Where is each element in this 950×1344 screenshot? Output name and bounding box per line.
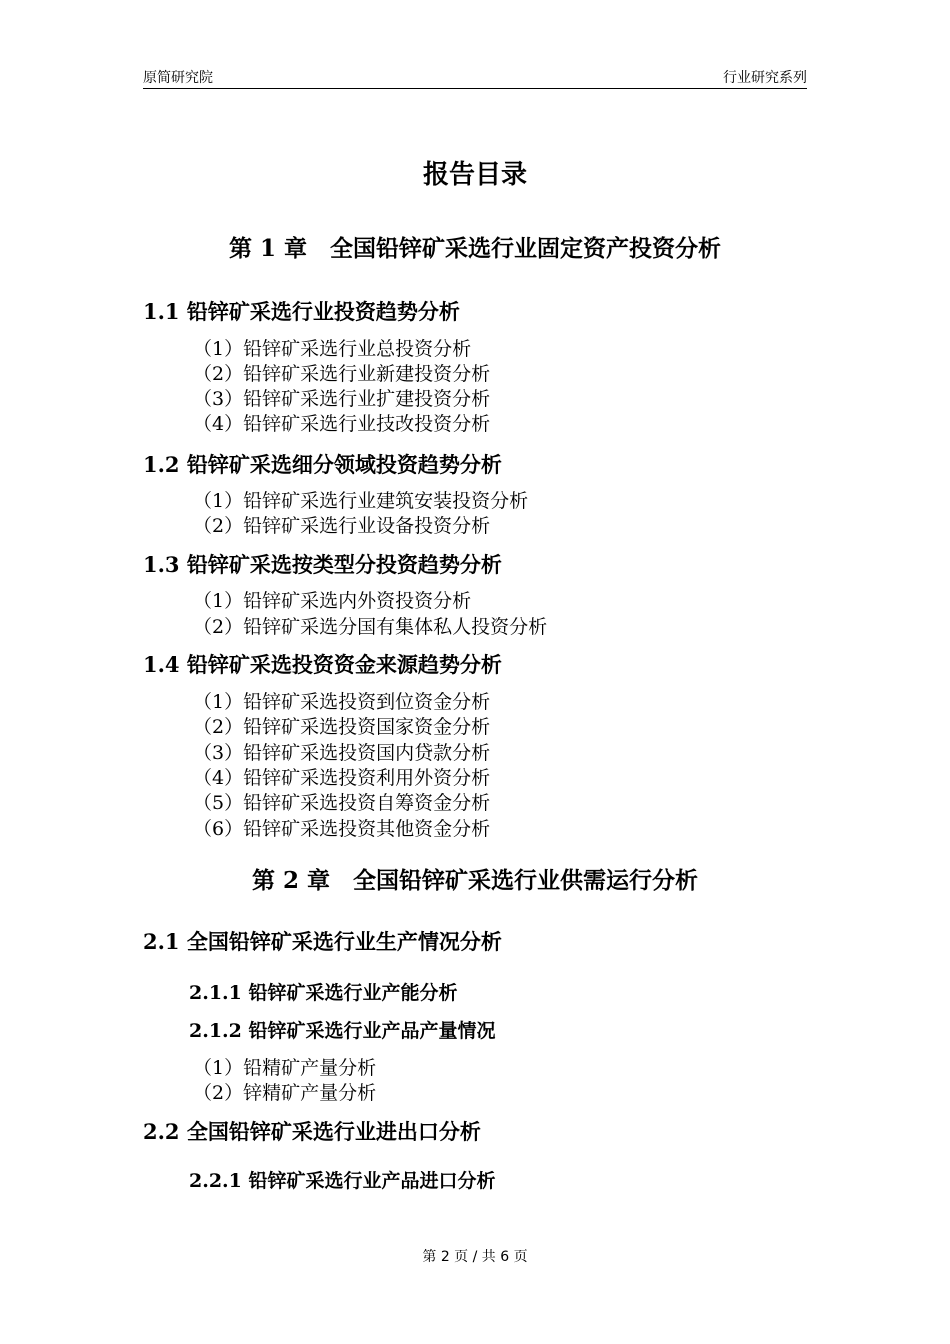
toc-item: （1）铅锌矿采选内外资投资分析	[193, 590, 472, 612]
page-number-footer: 第 2 页 / 共 6 页	[422, 1249, 528, 1265]
chapter-1-heading: 第 1 章 全国铅锌矿采选行业固定资产投资分析	[228, 235, 722, 262]
toc-item: （4）铅锌矿采选投资利用外资分析	[193, 767, 491, 789]
section-1-4-heading: 1.4 铅锌矿采选投资资金来源趋势分析	[143, 652, 502, 677]
section-2-1-heading: 2.1 全国铅锌矿采选行业生产情况分析	[143, 929, 502, 954]
toc-item: （1）铅精矿产量分析	[193, 1057, 377, 1079]
report-toc-title: 报告目录	[422, 160, 527, 190]
toc-item: （2）铅锌矿采选投资国家资金分析	[193, 716, 491, 738]
toc-item: （3）铅锌矿采选行业扩建投资分析	[193, 388, 491, 410]
toc-item: （1）铅锌矿采选投资到位资金分析	[193, 691, 491, 713]
header-series-name: 行业研究系列	[723, 70, 807, 86]
toc-item: （3）铅锌矿采选投资国内贷款分析	[193, 742, 491, 764]
chapter-2-heading: 第 2 章 全国铅锌矿采选行业供需运行分析	[251, 867, 699, 894]
toc-item: （2）锌精矿产量分析	[193, 1082, 377, 1104]
subsection-2-1-2-heading: 2.1.2 铅锌矿采选行业产品产量情况	[189, 1020, 496, 1042]
header-org-name: 原简研究院	[143, 70, 213, 86]
section-1-3-heading: 1.3 铅锌矿采选按类型分投资趋势分析	[143, 552, 502, 577]
toc-item: （2）铅锌矿采选行业设备投资分析	[193, 515, 491, 537]
subsection-2-1-1-heading: 2.1.1 铅锌矿采选行业产能分析	[189, 982, 458, 1004]
toc-item: （1）铅锌矿采选行业总投资分析	[193, 338, 472, 360]
toc-item: （6）铅锌矿采选投资其他资金分析	[193, 818, 491, 840]
toc-item: （2）铅锌矿采选分国有集体私人投资分析	[193, 616, 548, 638]
section-1-1-heading: 1.1 铅锌矿采选行业投资趋势分析	[143, 299, 460, 324]
section-1-2-heading: 1.2 铅锌矿采选细分领域投资趋势分析	[143, 452, 502, 477]
toc-item: （4）铅锌矿采选行业技改投资分析	[193, 413, 491, 435]
toc-item: （5）铅锌矿采选投资自筹资金分析	[193, 792, 491, 814]
subsection-2-2-1-heading: 2.2.1 铅锌矿采选行业产品进口分析	[189, 1170, 496, 1192]
toc-item: （2）铅锌矿采选行业新建投资分析	[193, 363, 491, 385]
section-2-2-heading: 2.2 全国铅锌矿采选行业进出口分析	[143, 1119, 481, 1144]
toc-item: （1）铅锌矿采选行业建筑安装投资分析	[193, 490, 529, 512]
page-header	[143, 66, 807, 89]
